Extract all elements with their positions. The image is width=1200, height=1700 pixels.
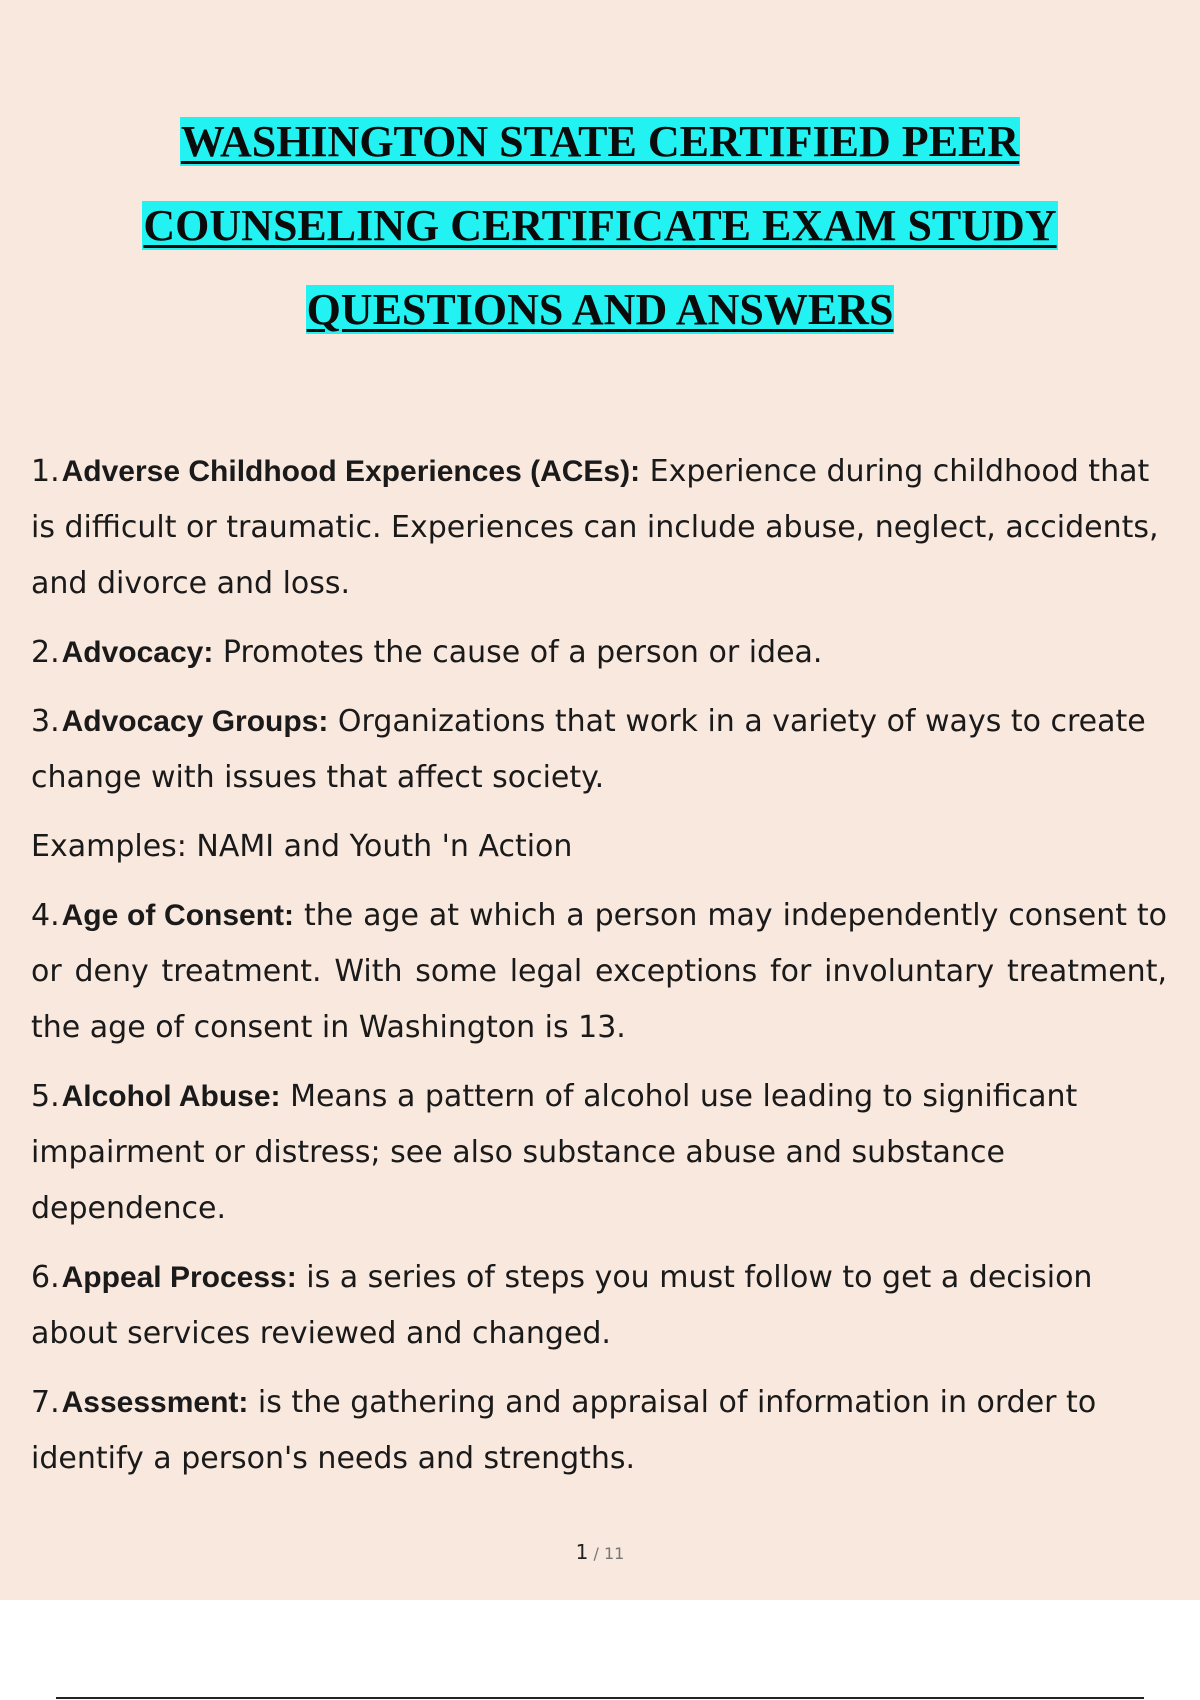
page-divider bbox=[56, 1697, 1144, 1699]
glossary-list bbox=[31, 444, 1167, 1500]
document-title bbox=[0, 100, 1200, 352]
entry-term: Alcohol Abuse: bbox=[61, 1080, 281, 1113]
glossary-entry bbox=[31, 888, 1167, 1056]
entry-number: 6. bbox=[31, 1260, 60, 1295]
entry-term: Assessment: bbox=[61, 1386, 249, 1419]
entry-definition: Promotes the cause of a person or idea. bbox=[213, 635, 823, 670]
glossary-entry bbox=[31, 1375, 1167, 1487]
glossary-entry bbox=[31, 694, 1167, 806]
entry-definition: Means a pattern of alcohol use leading to significant impairment or distress; see also substance abuse and substance dependence. bbox=[31, 1079, 1078, 1226]
entry-term: Age of Consent: bbox=[61, 899, 295, 932]
entry-number: 3. bbox=[31, 704, 60, 739]
entry-term: Advocacy: bbox=[61, 636, 214, 669]
glossary-entry bbox=[31, 1250, 1167, 1362]
page-current: 1 bbox=[575, 1540, 589, 1564]
entry-definition: is a series of steps you must follow to get a decision about services reviewed and changed. bbox=[31, 1260, 1093, 1351]
entry-definition: is the gathering and appraisal of information in order to identify a person's needs and strengths. bbox=[31, 1385, 1097, 1476]
glossary-entry bbox=[31, 625, 1167, 681]
glossary-example bbox=[31, 819, 1167, 875]
title-line-text: QUESTIONS AND ANSWERS bbox=[306, 285, 894, 334]
title-line-text: WASHINGTON STATE CERTIFIED PEER bbox=[180, 117, 1020, 166]
title-line-text: COUNSELING CERTIFICATE EXAM STUDY bbox=[143, 201, 1057, 250]
entry-number: 5. bbox=[31, 1079, 60, 1114]
example-text: Examples: NAMI and Youth 'n Action bbox=[31, 829, 573, 864]
entry-definition: Organizations that work in a variety of ways to create change with issues that affect society. bbox=[31, 704, 1146, 795]
entry-number: 4. bbox=[31, 898, 60, 933]
title-line bbox=[0, 184, 1200, 268]
entry-term: Adverse Childhood Experiences (ACEs): bbox=[61, 455, 641, 488]
glossary-entry bbox=[31, 1069, 1167, 1237]
page-total: / 11 bbox=[593, 1544, 625, 1563]
entry-definition: the age at which a person may independently consent to or deny treatment. With some legal exceptions for involuntary treatment, the age of consent in Washington is 13. bbox=[31, 898, 1168, 1045]
title-line bbox=[0, 268, 1200, 352]
entry-number: 1. bbox=[31, 454, 60, 489]
title-line bbox=[0, 100, 1200, 184]
entry-term: Appeal Process: bbox=[61, 1261, 297, 1294]
glossary-entry bbox=[31, 444, 1167, 612]
page-number bbox=[0, 1540, 1200, 1564]
entry-number: 2. bbox=[31, 635, 60, 670]
entry-term: Advocacy Groups: bbox=[61, 705, 329, 738]
entry-definition: Experience during childhood that is difficult or traumatic. Experiences can include abuse, neglect, accidents, and divorce and loss. bbox=[31, 454, 1159, 601]
entry-number: 7. bbox=[31, 1385, 60, 1420]
